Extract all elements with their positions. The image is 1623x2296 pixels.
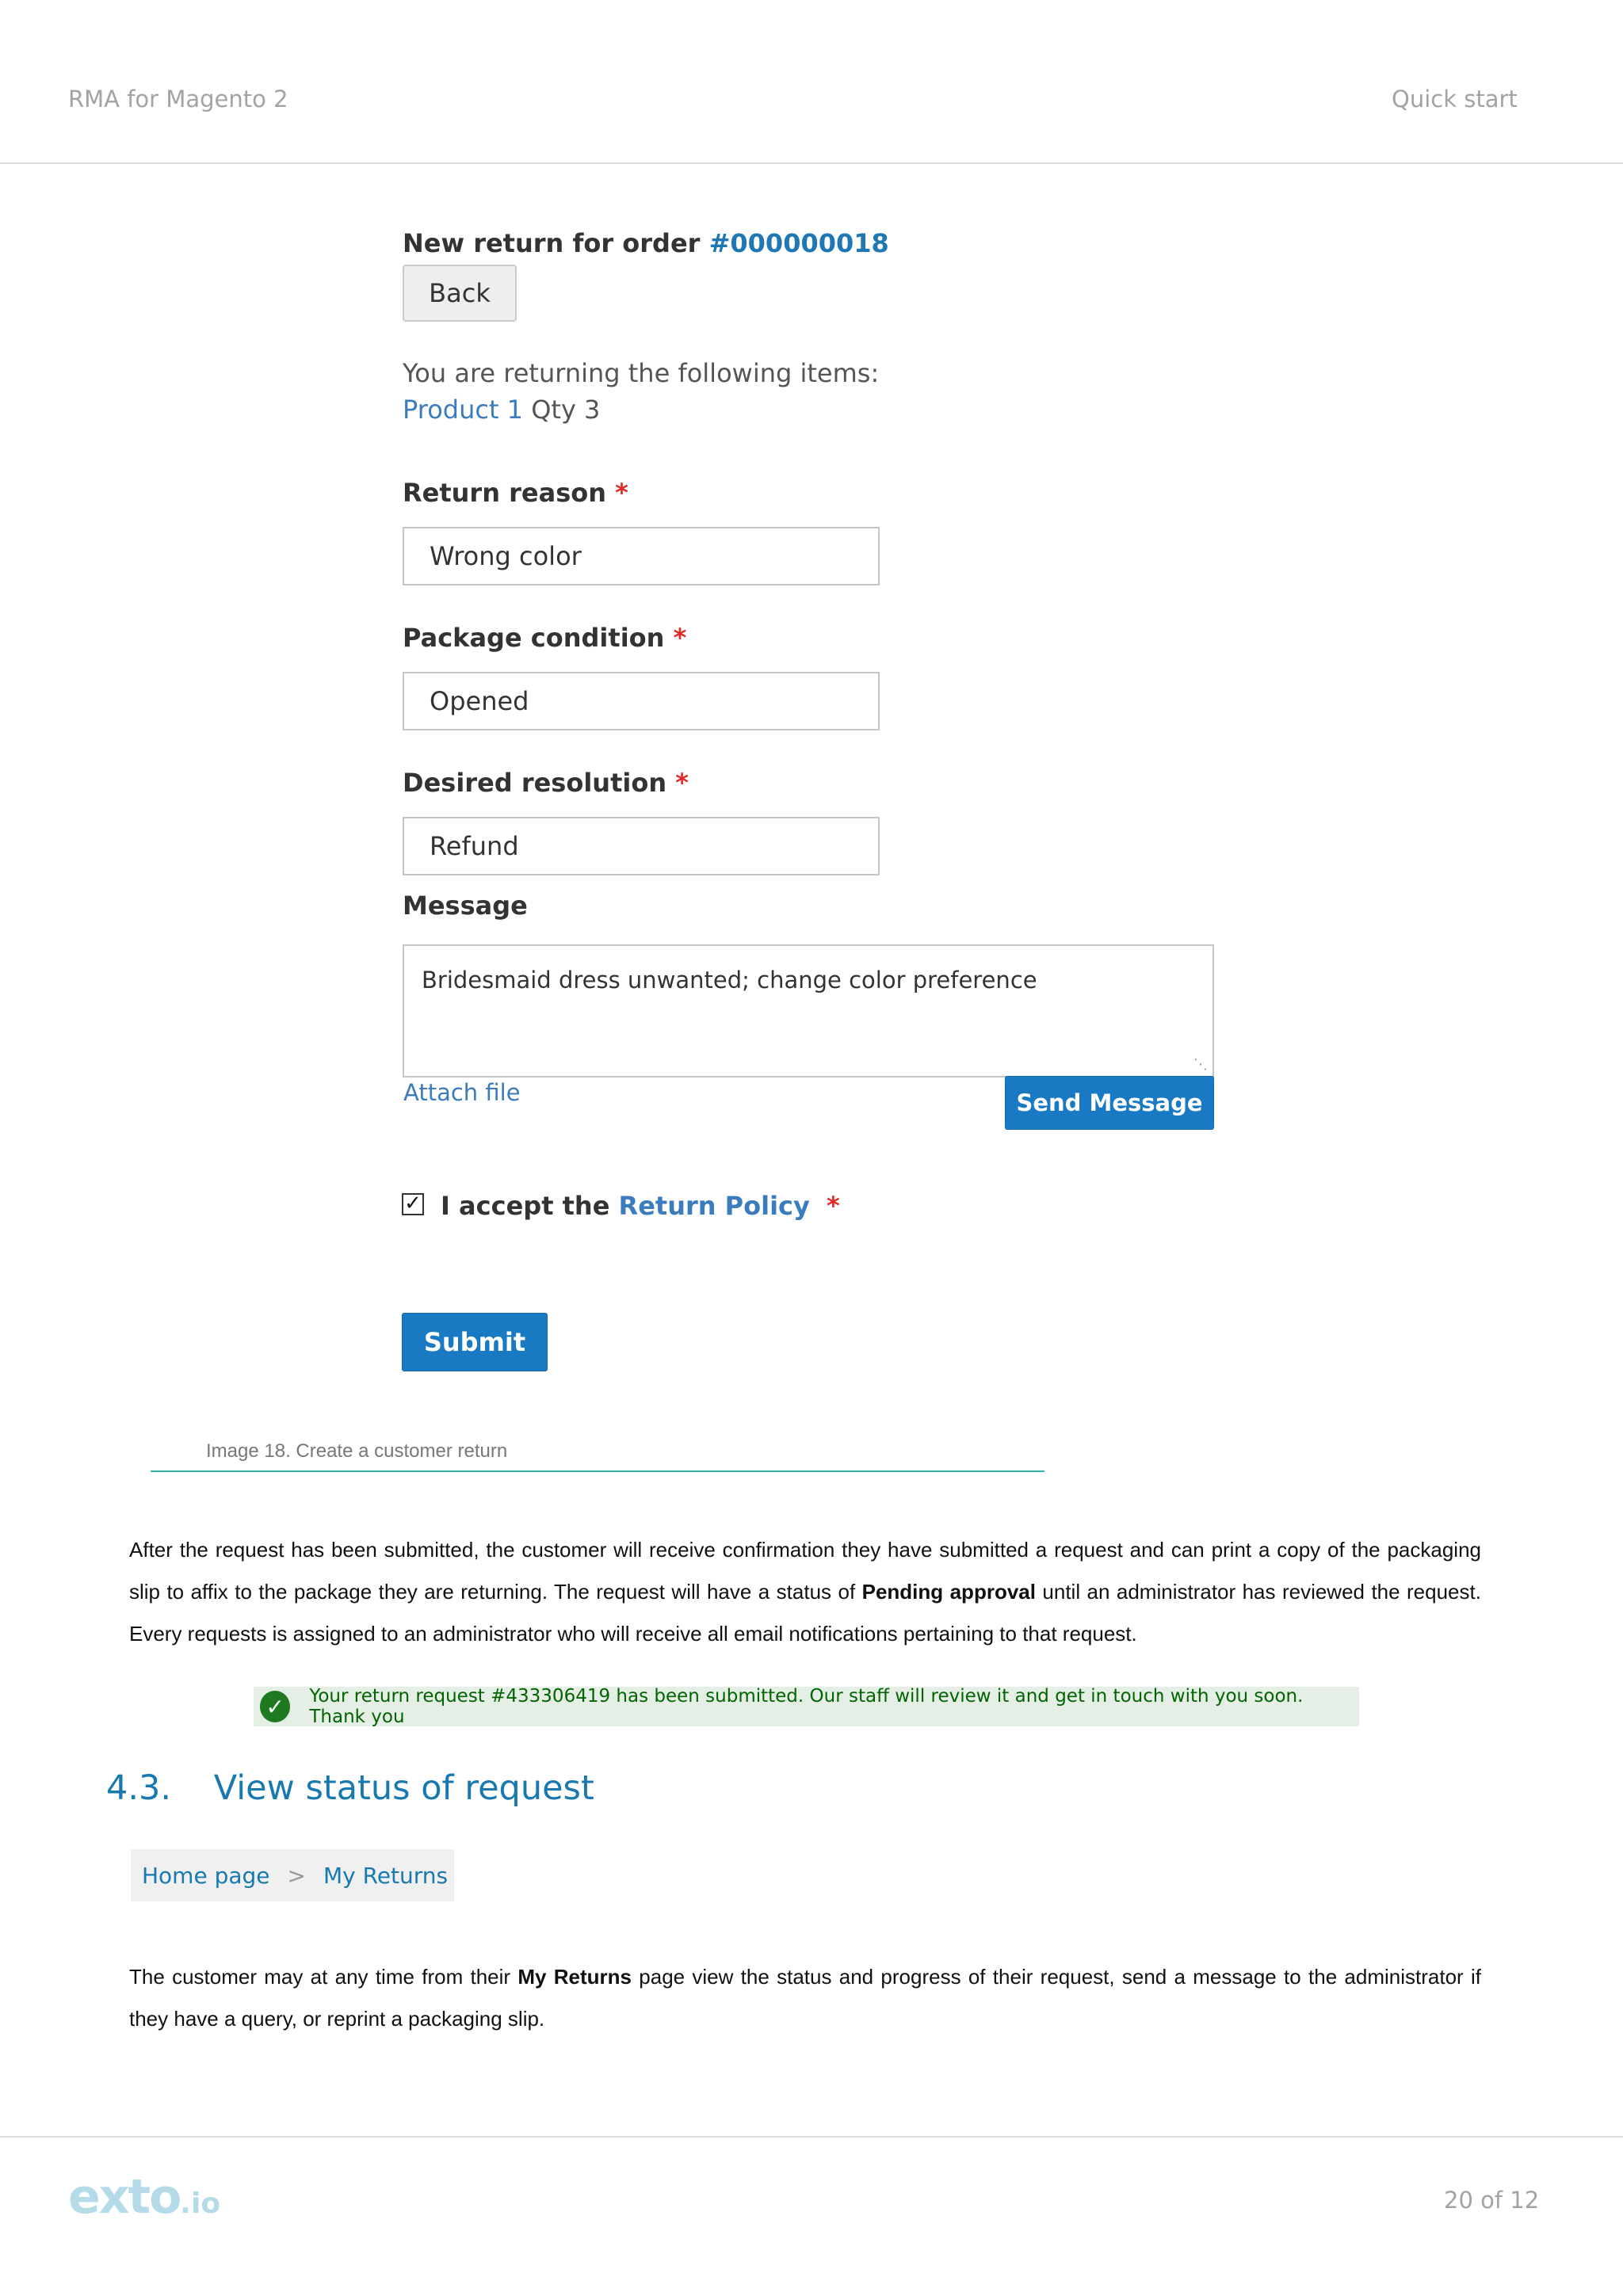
body-paragraph-1: After the request has been submitted, the customer will receive confirmation they have submitted a request and can print a copy of the packaging slip to affix to the package they are returning. The request will have a status of Pending approval until an administrator has reviewed the request. Every requests is assigned to an administrator who will receive all email notifications pertaining to that request. — [129, 1538, 1481, 1646]
section-title: View status of request — [213, 1768, 594, 1808]
status-pending-approval: Pending approval — [861, 1580, 1036, 1604]
resize-grip-icon[interactable]: ⋱ — [1193, 1056, 1208, 1073]
footer-divider — [0, 2136, 1623, 2138]
breadcrumb — [131, 1849, 454, 1901]
send-message-button[interactable]: Send Message — [1005, 1076, 1214, 1130]
header-left-title: RMA for Magento 2 — [68, 86, 288, 113]
page-number: 20 of 12 — [1444, 2187, 1540, 2214]
section-number: 4.3. — [106, 1768, 172, 1808]
breadcrumb-my-returns-link[interactable]: My Returns — [323, 1862, 449, 1889]
checkmark-icon: ✓ — [260, 1691, 290, 1722]
return-reason-label: Return reason * — [403, 478, 628, 508]
section-heading — [106, 1768, 594, 1808]
form-title — [403, 228, 889, 258]
body-paragraph-2: The customer may at any time from their My Returns page view the status and progress of their request, send a message to the administrator if they have a query, or reprint a packaging slip. — [129, 1965, 1481, 2031]
message-text: Bridesmaid dress unwanted; change color preference — [422, 967, 1037, 994]
returned-item — [403, 395, 600, 425]
my-returns-bold: My Returns — [517, 1965, 632, 1989]
breadcrumb-home-link[interactable]: Home page — [142, 1862, 270, 1889]
return-policy-link[interactable]: Return Policy — [618, 1191, 810, 1221]
image-caption: Image 18. Create a customer return — [206, 1440, 508, 1462]
attach-file-link[interactable]: Attach file — [403, 1079, 521, 1106]
breadcrumb-separator: > — [287, 1862, 306, 1889]
product-link[interactable]: Product 1 — [403, 395, 524, 425]
accept-policy-checkbox[interactable]: ✓ — [402, 1193, 424, 1215]
back-button[interactable]: Back — [403, 265, 517, 322]
submit-button[interactable]: Submit — [402, 1313, 548, 1371]
package-condition-label: Package condition * — [403, 623, 687, 653]
message-label: Message — [403, 891, 528, 921]
exto-logo: exto.io — [68, 2169, 221, 2225]
header-right-title: Quick start — [1392, 86, 1518, 113]
required-marker: * — [675, 768, 689, 798]
caption-underline — [151, 1470, 1044, 1472]
required-marker: * — [827, 1191, 840, 1221]
returning-items-text: You are returning the following items: — [403, 358, 880, 388]
form-title-prefix: New return for order — [403, 228, 701, 258]
success-message-text: Your return request #433306419 has been submitted. Our staff will review it and get in touch with you soon. Thank you — [309, 1686, 1304, 1727]
desired-resolution-select[interactable]: Refund — [403, 817, 880, 875]
return-reason-select[interactable]: Wrong color — [403, 527, 880, 585]
required-marker: * — [673, 623, 687, 653]
package-condition-select[interactable]: Opened — [403, 672, 880, 730]
item-qty: Qty 3 — [531, 395, 601, 425]
message-textarea[interactable] — [403, 944, 1214, 1077]
accept-policy-label: I accept the Return Policy * — [441, 1191, 840, 1221]
success-message — [254, 1687, 1359, 1726]
desired-resolution-label: Desired resolution * — [403, 768, 689, 798]
order-number-link[interactable]: #000000018 — [708, 228, 889, 258]
required-marker: * — [615, 478, 628, 508]
header-divider — [0, 162, 1623, 164]
